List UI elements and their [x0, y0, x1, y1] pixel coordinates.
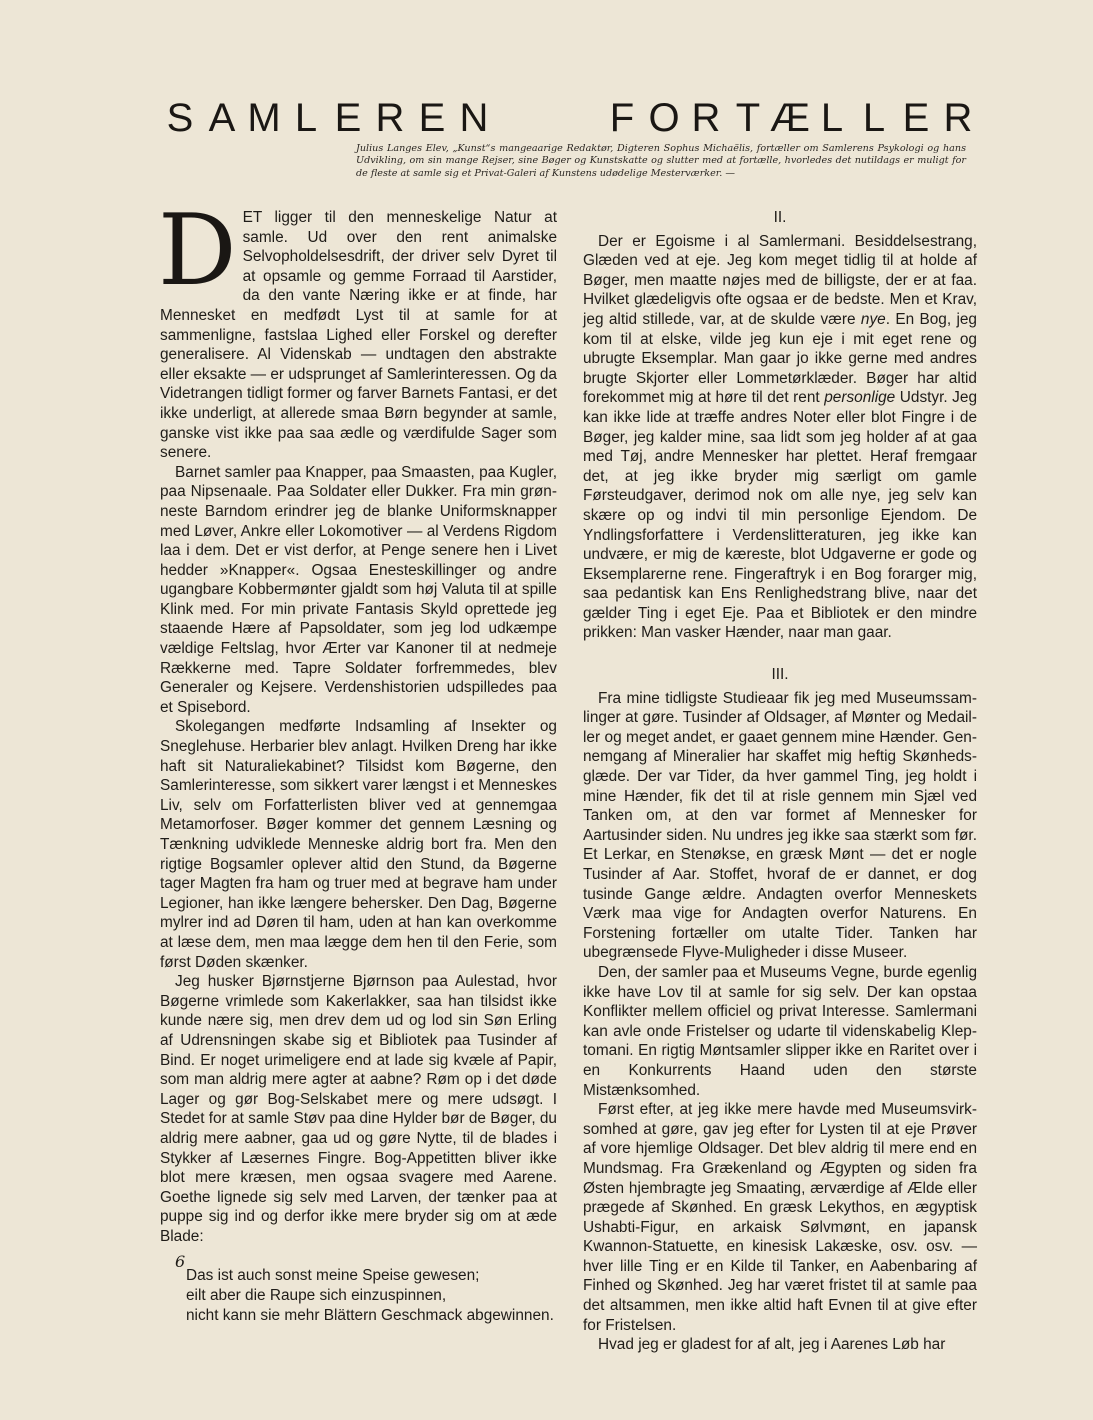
title-letter: O [648, 96, 682, 140]
paragraph-text: . En Bog, jeg kom til at elske, vilde jeg kun eje i mit eget rene og ubrugte Eksemplar. Man gaar jo ikke gerne med andres brugte Skjorter eller Lommetørklæder. Bøger har altid forekommet mig at høre til det rent [583, 310, 977, 407]
section-heading: III. [771, 666, 789, 684]
title-letter: T [735, 96, 763, 140]
verse-quote [186, 1266, 557, 1325]
paragraph [583, 232, 977, 643]
paragraph: Barnet samler paa Knapper, paa Smaasten, paa Kugler, paa Nipsenaale. Paa Soldater eller Dukker. Fra min grønneste Barndom erindrer jeg de blanke Uniformsknapper med Løver, Ankre eller Lokomotiver — al Verdens Rigdom laa i dem. Det er vist derfor, at Penge senere hen i Livet hedder »Knapper«. Ogsaa Enesteskillinger og andre ugangbare Kobbermønter gjaldt som høj Valuta til at spille Klink med. For min private Fantasis Skyld oprettede jeg staaende Hære af Papsoldater, som jeg lod udkæmpe vældige Feltslag, hvor Ærter var Kanoner til at nedmeje Rækkerne med. Tapre Soldater forfremmedes, blev Generaler og Kejsere. Verdenshistorien udspilledes paa et Spisebord. [160, 463, 557, 716]
title-letter: F [609, 96, 637, 140]
paragraph: Hvad jeg er gladest for af alt, jeg i Aarenes Løb har [598, 1336, 946, 1354]
title-letter: L [820, 96, 846, 140]
article-subtitle: Julius Langes Elev, „Kunst“s mangeaarige Redaktør, Digteren Sophus Michaëlis, fortæller om Samlerens Psykologi og hans Udvikling, om sin mange Rejser, sine Bøger og Kunstskatte og slutter med at fortælle, hvorledes det nutildags er muligt for de fleste at samle sig et Privat-Galeri af Kunstens udødelige Mesterværker. — [356, 143, 966, 179]
paragraph [158, 194, 557, 463]
left-column [158, 194, 557, 1325]
title-word-2 [602, 96, 980, 141]
paragraph: Den, der samler paa et Museums Vegne, burde egenlig ikke have Lov til at samle for sig selv. Der kan opstaa Konflikter mellem officiel og privat Interesse. Samlermani kan avle onde Fristelser og udarte til videnskabelig Kleptomani. En rigtig Møntsamler slipper ikke en Raritet over i en Konkurrents Haand uden den største Mistænksomhed. [583, 963, 977, 1099]
section-heading: II. [773, 209, 787, 226]
title-letter: E [902, 96, 932, 140]
title-letter: R [375, 96, 407, 140]
title-letter: R [943, 96, 975, 140]
title-letter: R [691, 96, 723, 140]
title-word-1 [160, 96, 496, 141]
paragraph-text: ET ligger til den menneskelige Natur at samle. Ud over den rent animalske Selvopholdelsesdrift, der driver selv Dyret til at opsamle og gemme Forraad til Aarstider, da den vante Næring ikke er at finde, har Mennesket en medfødt Lyst til at samle for at sammenligne, fastslaa Lighed eller Forskel og derefter generalisere. Al Videnskab — undtagen den abstrakte eller eksakte — er udsprunget af Samlerinteressen. Og da Videtrangen tidligt former og farver Barnets Fantasi, er det ikke underligt, at allerede smaa Børn begynder at samle, ganske vist ikke paa saa ædle og værdifulde Sager som senere. [160, 209, 557, 462]
title-letter: E [418, 96, 448, 140]
paragraph: Først efter, at jeg ikke mere havde med Museumsvirksomhed at gøre, gav jeg efter for Lysten til at eje Prøver af vore hjemlige Oldsager. Det blev aldrig til mere end en Mundsmag. Fra Grækenland og Ægypten og siden fra Østen hjembragte jeg Smaating, ærværdige af Ælde eller prægede af Skønhed. En græsk Lekythos, en ægyptisk Ushabti-Figur, en arkaisk Sølvmønt, en japansk Kwannon-Statuette, en kinesisk Lakæske, osv. osv. — hver lille Ting er en Kilde til Tanker, en Aabenbaring af Finhed og Skønhed. Jeg har været fristet til at samle paa det altsammen, men ikke altid haft Evnen til at give efter for Fristelsen. [583, 1101, 977, 1334]
emphasis: nye [860, 310, 886, 328]
right-column [583, 208, 977, 1355]
title-letter: M [247, 96, 283, 140]
paragraph-text: Udstyr. Jeg kan ikke lide at træffe andres Noter eller blot Fingre i de Bøger, jeg kalder mine, saa lidt som jeg holder af at gaa med Tøj, andre Mennesker har plettet. Heraf fremgaar det, at jeg ikke bryder mig særligt om gamle Førsteudgaver, derimod nok om alle nye, jeg selv kan skære op og indvi til min personlige Ejendom. De Yndlingsforfattere i Verdenslitteraturen, jeg ikke kan undvære, er mig de kæreste, blot Udgaverne er gode og Eksemplarerne rene. Fingeraftryk i en Bog forarger mig, saa pedantisk kan Ens Renlighedstrang blive, naar det gælder Ting i eget Eje. Paa et Bibliotek er den mindre prikken: Man vasker Hænder, naar man gaar. [583, 389, 977, 642]
title-letter: N [459, 96, 491, 140]
emphasis: personlige [824, 389, 896, 407]
verse-line: nicht kann sie mehr Blättern Geschmack abgewinnen. [186, 1306, 554, 1324]
title-letter: L [862, 96, 888, 140]
title-letter: E [334, 96, 364, 140]
article-title [160, 96, 980, 141]
title-letter: L [294, 96, 320, 140]
paragraph-text: Der er Egoisme i al Samlermani. Besiddelsestrang, Glæden ved at eje. Jeg kom meget tidlig til at holde af Bøger, men maatte nøjes med de billigste, der er at faa. Hvilket glædeligvis ofte ogsaa er de bedste. Men et Krav, jeg altid stillede, var, at de skulde være [583, 232, 977, 328]
title-letter: A [208, 96, 238, 140]
title-letter: Æ [770, 96, 812, 140]
verse-line: Das ist auch sonst meine Speise gewesen; [186, 1267, 480, 1285]
paragraph: Jeg husker Bjørnstjerne Bjørnson paa Aulestad, hvor Bøgerne vrimlede som Kakerlakker, saa han tilsidst ikke kunde nære sig, men drev dem ud og lod sin Søn Erling af Udrensningen skabe sig et Bibliotek paa Tusinder af Bind. Er noget urimeligere end at lade sig kvæle af Papir, som man aldrig mere agter at aabne? Røm op i det døde Lager og gør Bog-Selskabet mere og mere udsøgt. I Stedet for at samle Støv paa dine Hylder bør de Bøger, du aldrig mere aabner, gaa ud og gøre Nytte, til de blades i Stykker af Læsernes Fingre. Bog-Appetitten bliver ikke blot mere kræsen, men ogsaa svagere med Aarene. Goethe lignede sig selv med Larven, der tænker paa at puppe sig ind og derfor ikke mere bryder sig om at æde Blade: [160, 973, 557, 1245]
drop-cap: D [158, 194, 237, 308]
paragraph: Skolegangen medførte Indsamling af Insekter og Sneglehuse. Herbarier blev anlagt. Hvilken Dreng har ikke haft sit Naturaliekabinet? Tilsidst kom Bøgerne, den Samlerinteresse, som sikkert varer længst i et Menneskes Liv, selv om Forfatterlisten bliver ved at gennemgaa Metamorfoser. Bøger kommer det gennem Læsning og Tænkning udviklede Menneske aldrig bort fra. Men den rigtige Bogsamler oplever altid den Stund, da Bøgerne tager Magten fra ham og truer med at begrave ham under Legioner, han ikke længere behersker. Den Dag, Bøgerne mylrer ind ad Døren til ham, uden at han kan overkomme at læse dem, men maa lægge dem hen til den Ferie, som først Døden skænker. [160, 718, 557, 971]
paragraph: Fra mine tidligste Studieaar fik jeg med Museumssamlinger at gøre. Tusinder af Oldsager, af Mønter og Medailler og meget andet, er gaaet gennem mine Hænder. Gennemgang af Mineralier har skaffet mig heftig Skønhedsglæde. Der var Tider, da hver gammel Ting, jeg holdt i mine Hænder, fik det til at risle gennem min Sjæl ved Tanken om, at den var formet af Mennesker for Aartusinder siden. Nu undres jeg ikke saa stærkt som før. Et Lerkar, en Stenøkse, en græsk Mønt — det er nogle Tusinder af Aar. Stoffet, hvoraf de er dannet, er dog tusinde Gange ældre. Andagten overfor Menneskets Værk maa vige for Andagten overfor Naturens. En Forstening fortæller om utalte Tider. Tanken har ubegrænsede Flyve-Muligheder i disse Museer. [583, 689, 977, 962]
page-number: 6 [175, 1252, 186, 1271]
verse-line: eilt aber die Raupe sich einzuspinnen, [186, 1287, 447, 1305]
title-letter: S [166, 96, 196, 140]
